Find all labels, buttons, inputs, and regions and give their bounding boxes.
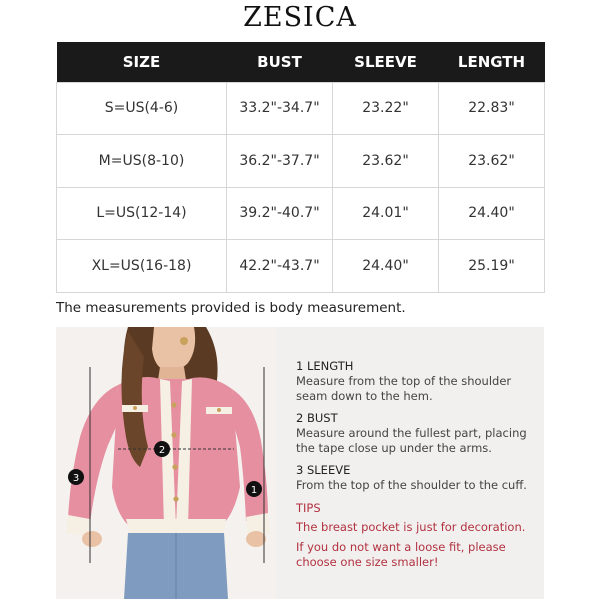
cell-length: 22.83" xyxy=(439,82,545,135)
cell-length: 24.40" xyxy=(439,187,545,240)
tip-pocket: The breast pocket is just for decoration. xyxy=(296,519,526,534)
button-shape xyxy=(173,496,178,501)
length-guide xyxy=(296,359,530,403)
table-row xyxy=(57,187,545,240)
header-bust: BUST xyxy=(227,42,333,82)
tips-guide xyxy=(296,501,530,570)
cell-size: XL=US(16-18) xyxy=(57,240,227,293)
marker-1 xyxy=(246,481,262,497)
marker-2 xyxy=(154,441,170,457)
marker-3 xyxy=(68,469,84,485)
cell-sleeve: 23.22" xyxy=(333,82,439,135)
cell-size: M=US(8-10) xyxy=(57,135,227,188)
svg-text:3: 3 xyxy=(72,473,80,484)
header-length: LENGTH xyxy=(439,42,545,82)
cardigan-illustration xyxy=(56,327,276,599)
model-photo xyxy=(56,327,276,599)
cell-bust: 42.2"-43.7" xyxy=(227,240,333,293)
svg-text:1: 1 xyxy=(250,485,258,496)
cell-bust: 36.2"-37.7" xyxy=(227,135,333,188)
measurement-note: The measurements provided is body measurement. xyxy=(56,300,406,316)
earring-shape xyxy=(180,337,188,345)
bust-guide xyxy=(296,411,530,455)
table-row xyxy=(57,82,545,135)
header-size: SIZE xyxy=(57,42,227,82)
cell-sleeve: 24.01" xyxy=(333,187,439,240)
cell-length: 25.19" xyxy=(439,240,545,293)
header-sleeve: SLEEVE xyxy=(333,42,439,82)
tip-size: If you do not want a loose fit, please choose one size smaller! xyxy=(296,540,506,569)
button-shape xyxy=(171,432,176,437)
length-title: 1 LENGTH xyxy=(296,359,354,373)
table-row xyxy=(57,240,545,293)
bust-title: 2 BUST xyxy=(296,411,338,425)
sleeve-title: 3 SLEEVE xyxy=(296,463,351,477)
cell-bust: 33.2"-34.7" xyxy=(227,82,333,135)
cell-length: 23.62" xyxy=(439,135,545,188)
table-row xyxy=(57,135,545,188)
cell-sleeve: 24.40" xyxy=(333,240,439,293)
sleeve-text: From the top of the shoulder to the cuff. xyxy=(296,478,527,492)
button-shape xyxy=(171,402,176,407)
cell-bust: 39.2"-40.7" xyxy=(227,187,333,240)
length-text: Measure from the top of the shoulder seam down to the hem. xyxy=(296,374,512,403)
table-header-row xyxy=(57,42,545,82)
cell-size: L=US(12-14) xyxy=(57,187,227,240)
cell-sleeve: 23.62" xyxy=(333,135,439,188)
tips-title: TIPS xyxy=(296,500,321,515)
sleeve-guide xyxy=(296,463,530,493)
brand-logo: ZESICA xyxy=(243,2,357,33)
svg-text:2: 2 xyxy=(158,445,166,456)
bust-text: Measure around the fullest part, placing the tape close up under the arms. xyxy=(296,426,527,455)
right-sleeve xyxy=(232,389,268,521)
left-sleeve xyxy=(68,385,118,523)
hem-trim xyxy=(126,519,226,533)
button-shape xyxy=(172,464,177,469)
measurement-guide xyxy=(276,327,544,599)
size-chart-table xyxy=(56,42,545,293)
cell-size: S=US(4-6) xyxy=(57,82,227,135)
